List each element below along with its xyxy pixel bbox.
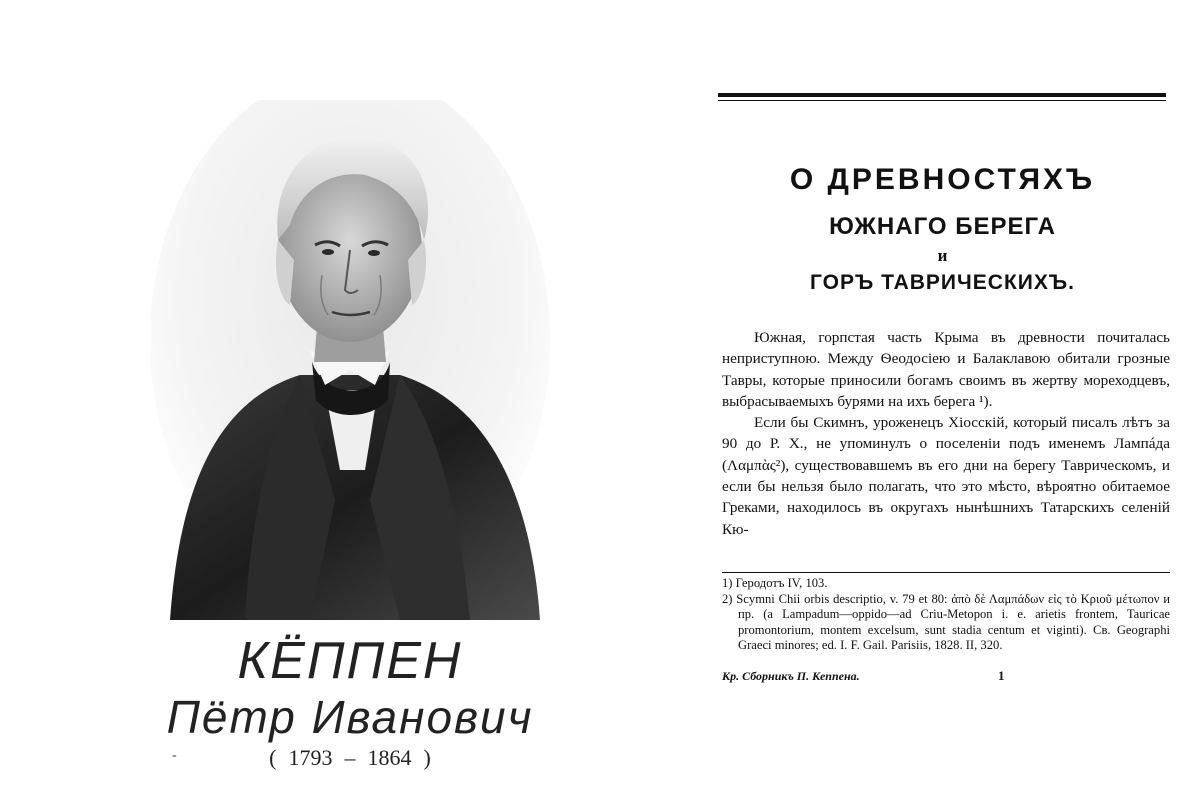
portrait-drawing (150, 100, 550, 620)
birth-year: 1793 (288, 745, 333, 770)
header-rule-thick (718, 93, 1166, 97)
surname: КЁППЕН (237, 632, 463, 690)
portrait-engraving (150, 100, 550, 620)
paragraph: Южная, горпстая часть Крыма въ древности почиталась неприступною. Между Ѳеодосiею и Балаклавою обитали грозные Тавры, которые приносили богамъ своимъ въ жертву мореходцевъ, выбрасываемыхъ бурями на ихъ берега ¹). (722, 329, 1170, 410)
given-names: Пётр Иванович (166, 691, 534, 743)
header-rule-thin (718, 100, 1166, 101)
stray-mark: - (172, 748, 177, 763)
title-line-2: ЮЖНАГО БЕРЕГА (829, 213, 1056, 240)
book-page (715, 0, 1185, 800)
title-line-3: и (937, 246, 948, 265)
body-text (722, 327, 1170, 540)
years-dash: – (344, 745, 356, 770)
footnotes (722, 576, 1170, 654)
years-close-paren: ) (423, 745, 431, 770)
life-years (150, 745, 550, 771)
footnote-rule (722, 572, 1170, 573)
title-line-1: О ДРЕВНОСТЯХЪ (789, 163, 1096, 196)
footnote-2: 2) Scymni Chii orbis descriptio, v. 79 et 80: ἀπὸ δὲ Λαμπάδων εἰς τὸ Κριοῦ μέτωπον и пр. (a Lampadum—oppido—ad Criu-Metopon i. e. arietis frontem, Tauricae promontorium, montem excelsum, sunt stadia centum et viginti). Св. Geographi Graeci minores; ed. I. F. Gail. Parisiis, 1828. II, 320. (722, 591, 1170, 653)
death-year: 1864 (367, 745, 412, 770)
name-block (100, 632, 600, 744)
signature-mark: Кр. Сборникъ П. Кеппена. (722, 669, 860, 683)
title-line-4: ГОРЪ ТАВРИЧЕСКИХЪ. (810, 271, 1075, 294)
footnote-1: 1) Геродотъ IV, 103. (722, 576, 828, 590)
page-number: 1 (998, 668, 1005, 683)
years-open-paren: ( (269, 745, 277, 770)
paragraph: Если бы Скимнъ, уроженецъ Хiосскiй, который писалъ лѣтъ за 90 до Р. Х., не упоминулъ о поселенiи подъ именемъ Лампáда (Λαμπὰς²), существовавшемъ въ его дни на берегу Таврическомъ, и если бы нельзя было полагать, что это мѣсто, вѣроятно обитаемое Греками, находилось въ округахъ нынѣшнихъ Татарскихъ селенiй Кю- (722, 414, 1170, 538)
